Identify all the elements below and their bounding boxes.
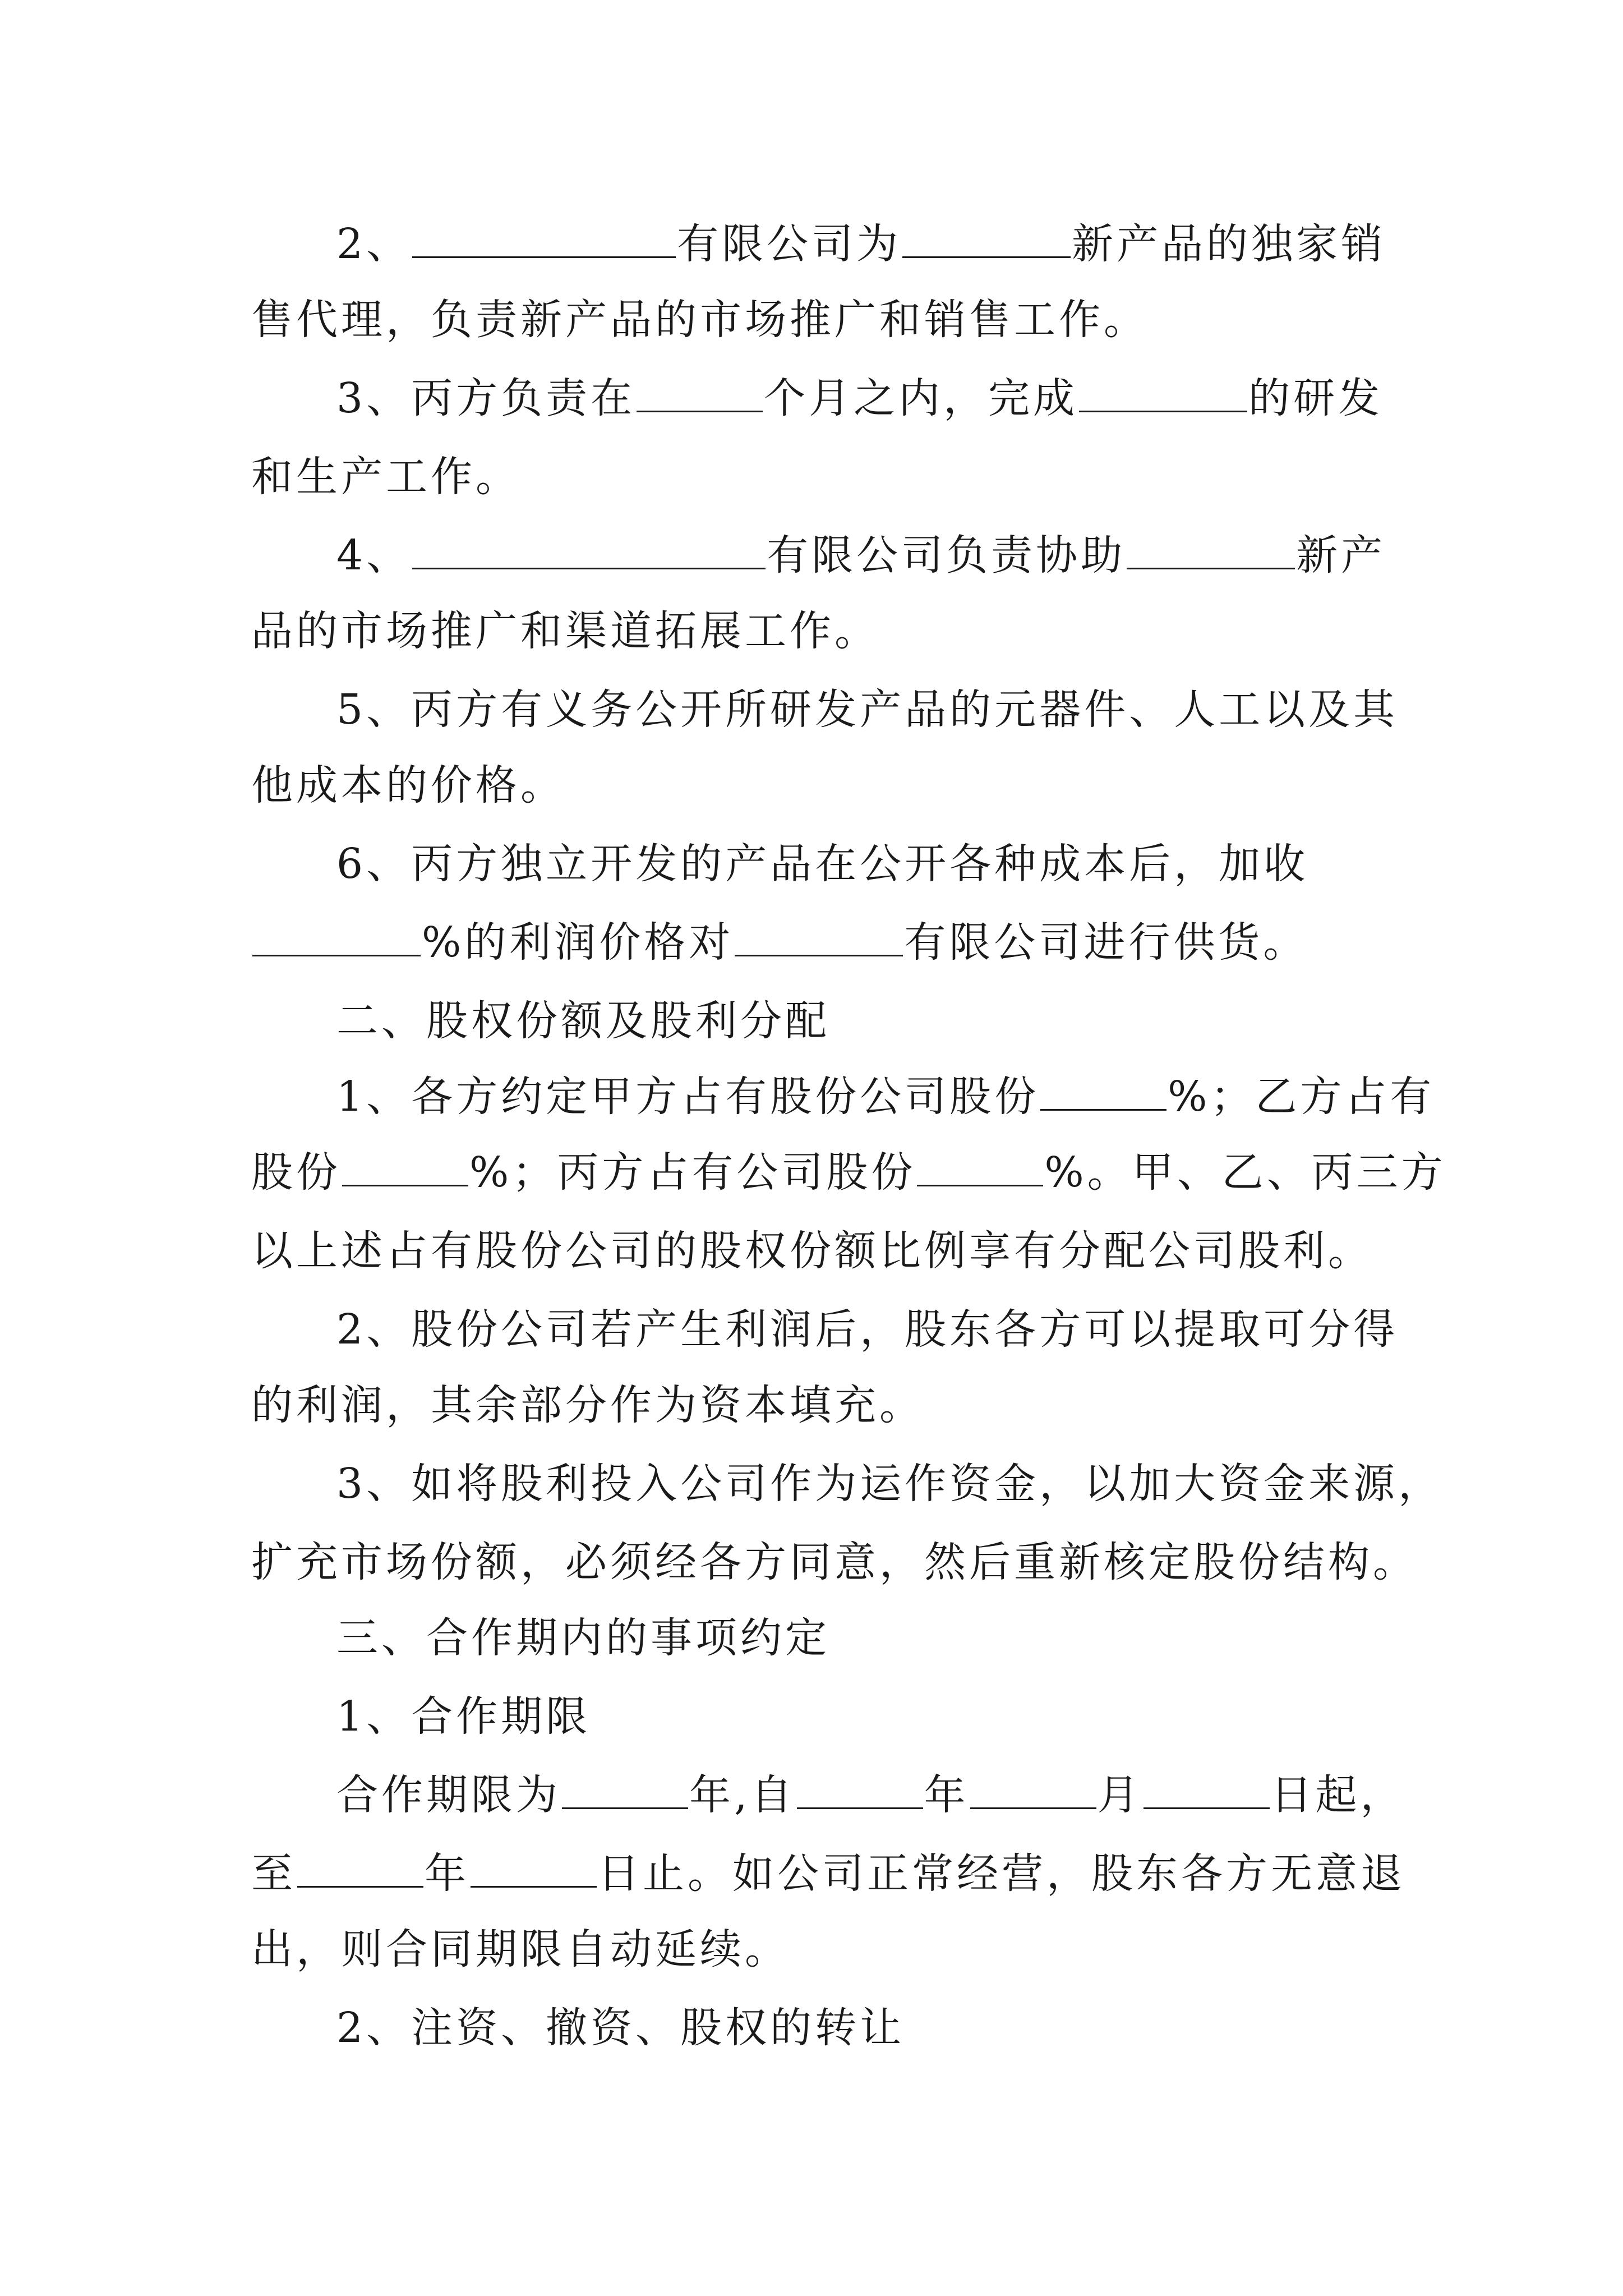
clause-4-line-1: [336, 522, 1402, 589]
fill-blank[interactable]: [471, 1841, 597, 1888]
term-line-3: 出，则合同期限自动延续。: [251, 1925, 790, 1973]
text-segment: 新产品的独家销: [1072, 220, 1386, 268]
fill-blank[interactable]: [412, 523, 766, 569]
fill-blank[interactable]: [1040, 1064, 1166, 1111]
clause-3-line-2: 和生产工作。: [251, 453, 520, 501]
fill-blank[interactable]: [1144, 1763, 1270, 1809]
text-segment: %的利润价格对: [422, 918, 734, 967]
text-segment: 有限公司为: [677, 220, 902, 268]
text-segment: 1、各方约定甲方占有股份公司股份: [336, 1073, 1040, 1121]
fill-blank[interactable]: [637, 366, 763, 412]
fill-blank[interactable]: [735, 910, 903, 956]
text-segment: 有限公司负责协助: [767, 531, 1126, 579]
fill-blank[interactable]: [797, 1763, 923, 1809]
text-segment: 至: [251, 1849, 296, 1898]
equity-clause-1-line-3: 以上述占有股份公司的股权份额比例享有分配公司股利。: [251, 1227, 1373, 1275]
text-segment: 2、: [336, 220, 412, 268]
clause-5-line-2: 他成本的价格。: [251, 761, 565, 809]
text-segment: 的研发: [1248, 374, 1384, 422]
clause-3-line-1: [336, 365, 1402, 432]
clause-2-line-1: [336, 210, 1402, 278]
term-line-2: [251, 1840, 1405, 1907]
fill-blank[interactable]: [1079, 366, 1247, 412]
fill-blank[interactable]: [412, 211, 676, 258]
text-segment: 3、丙方负责在: [336, 374, 636, 422]
text-segment: 股份: [251, 1148, 341, 1197]
equity-clause-2-line-2: 的利润，其余部分作为资本填充。: [251, 1381, 924, 1429]
clause-6-line-2: [251, 909, 1395, 976]
term-line-1: [336, 1761, 1405, 1829]
text-segment: %。甲、乙、丙三方: [1044, 1148, 1446, 1197]
fill-blank[interactable]: [252, 910, 421, 956]
fill-blank[interactable]: [297, 1841, 423, 1888]
fill-blank[interactable]: [342, 1140, 468, 1186]
text-segment: 年: [425, 1849, 469, 1898]
fill-blank[interactable]: [917, 1140, 1043, 1186]
clause-2-line-2: 售代理，负责新产品的市场推广和销售工作。: [251, 296, 1149, 344]
text-segment: 日起，: [1270, 1771, 1405, 1819]
text-segment: %；乙方占有: [1168, 1073, 1435, 1121]
text-segment: 日止。如公司正常经营，股东各方无意退: [598, 1849, 1405, 1898]
fill-blank[interactable]: [1127, 523, 1295, 569]
text-segment: 年: [924, 1771, 969, 1819]
text-segment: %；丙方占有公司股份: [469, 1148, 916, 1197]
fill-blank[interactable]: [562, 1763, 688, 1809]
text-segment: 新产: [1296, 531, 1386, 579]
equity-clause-3-line-2: 扩充市场份额，必须经各方同意，然后重新核定股份结构。: [251, 1538, 1418, 1586]
clause-5-line-1: 5、丙方有义务公开所研发产品的元器件、人工以及其: [336, 685, 1399, 734]
text-segment: 合作期限为: [336, 1771, 561, 1819]
fill-blank[interactable]: [970, 1763, 1096, 1809]
text-segment: 年,自: [689, 1771, 796, 1819]
text-segment: 月: [1097, 1771, 1142, 1819]
fill-blank[interactable]: [902, 211, 1071, 258]
text-segment: 4、: [336, 531, 412, 579]
section-2-heading: 二、股权份额及股利分配: [336, 997, 830, 1045]
clause-6-line-1: 6、丙方独立开发的产品在公开各种成本后，加收: [336, 840, 1309, 888]
clause-4-line-2: 品的市场推广和渠道拓展工作。: [251, 607, 879, 655]
text-segment: 个月之内，完成: [764, 374, 1078, 422]
equity-clause-2-line-1: 2、股份公司若产生利润后，股东各方可以提取可分得: [336, 1305, 1399, 1354]
term-heading: 1、合作期限: [336, 1692, 591, 1741]
equity-clause-1-line-1: [336, 1063, 1435, 1130]
capital-transfer-heading: 2、注资、撤资、股权的转让: [336, 2004, 905, 2052]
text-segment: 有限公司进行供货。: [904, 918, 1308, 967]
equity-clause-1-line-2: [251, 1139, 1446, 1206]
equity-clause-3-line-1: 3、如将股利投入公司作为运作资金，以加大资金来源，: [336, 1460, 1444, 1508]
section-3-heading: 三、合作期内的事项约定: [336, 1614, 830, 1662]
